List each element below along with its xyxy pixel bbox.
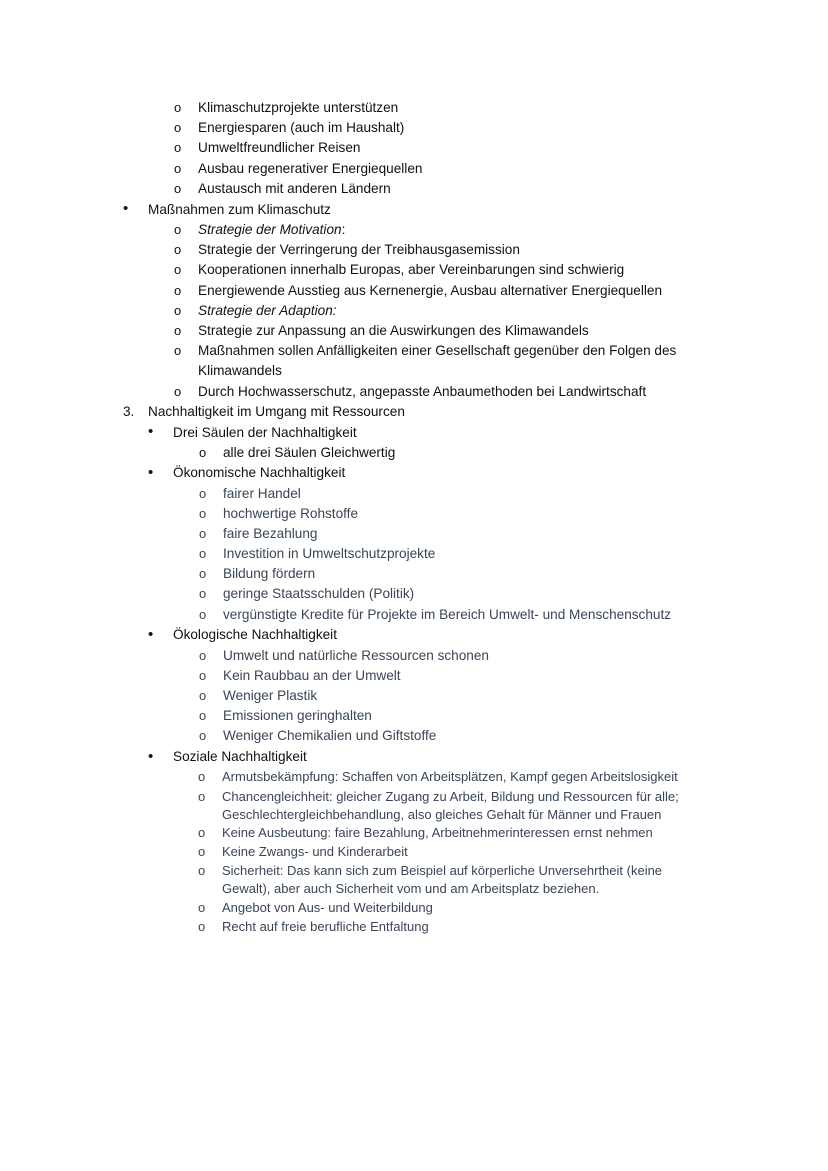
list-item: fairer Handel xyxy=(223,486,301,501)
circle-bullet: o xyxy=(198,825,206,840)
italic-text: Strategie der Motivation xyxy=(198,222,342,237)
circle-bullet: o xyxy=(198,844,206,859)
section-number: 3. xyxy=(123,404,135,419)
list-item: vergünstigte Kredite für Projekte im Bereich Umwelt- und Menschenschutz xyxy=(223,607,672,622)
list-item: Ausbau regenerativer Energiequellen xyxy=(198,161,423,176)
list-heading: Ökonomische Nachhaltigkeit xyxy=(173,465,346,480)
bullet-dot: • xyxy=(123,200,129,217)
circle-bullet: o xyxy=(199,586,207,601)
circle-bullet: o xyxy=(174,303,182,318)
circle-bullet: o xyxy=(174,161,182,176)
circle-bullet: o xyxy=(199,445,207,460)
text-suffix: : xyxy=(341,222,346,237)
list-item: Kooperationen innerhalb Europas, aber Vereinbarungen sind schwierig xyxy=(198,262,625,277)
circle-bullet: o xyxy=(198,919,206,934)
list-item: Sicherheit: Das kann sich zum Beispiel auf körperliche Unversehrtheit (keine xyxy=(222,863,663,878)
circle-bullet: o xyxy=(199,526,207,541)
bullet-dot: • xyxy=(148,748,154,765)
circle-bullet: o xyxy=(174,343,182,358)
list-item-continuation: Klimawandels xyxy=(198,363,282,378)
list-item: Emissionen geringhalten xyxy=(223,708,372,723)
circle-bullet: o xyxy=(199,566,207,581)
list-item: geringe Staatsschulden (Politik) xyxy=(223,586,415,601)
circle-bullet: o xyxy=(199,648,207,663)
list-item: Energiesparen (auch im Haushalt) xyxy=(198,120,405,135)
circle-bullet: o xyxy=(174,242,182,257)
circle-bullet: o xyxy=(174,222,182,237)
list-item: Bildung fördern xyxy=(223,566,316,581)
list-heading: Maßnahmen zum Klimaschutz xyxy=(148,202,331,217)
list-item-continuation: Gewalt), aber auch Sicherheit vom und am Arbeitsplatz beziehen. xyxy=(222,881,600,896)
list-item xyxy=(198,220,345,240)
list-item: Keine Zwangs- und Kinderarbeit xyxy=(222,844,408,859)
list-item: Umwelt und natürliche Ressourcen schonen xyxy=(223,648,489,663)
circle-bullet: o xyxy=(199,668,207,683)
bullet-dot: • xyxy=(148,464,154,481)
circle-bullet: o xyxy=(198,769,206,784)
circle-bullet: o xyxy=(174,140,182,155)
bullet-dot: • xyxy=(148,423,154,440)
list-item: Strategie der Adaption: xyxy=(198,303,337,318)
list-item: Recht auf freie berufliche Entfaltung xyxy=(222,919,429,934)
list-item: Energiewende Ausstieg aus Kernenergie, Ausbau alternativer Energiequellen xyxy=(198,283,663,298)
circle-bullet: o xyxy=(199,708,207,723)
list-item: Klimaschutzprojekte unterstützen xyxy=(198,100,399,115)
circle-bullet: o xyxy=(174,181,182,196)
list-item: Chancengleichheit: gleicher Zugang zu Arbeit, Bildung und Ressourcen für alle; xyxy=(222,789,679,804)
list-item: Angebot von Aus- und Weiterbildung xyxy=(222,900,433,915)
list-item: hochwertige Rohstoffe xyxy=(223,506,359,521)
list-item: Austausch mit anderen Ländern xyxy=(198,181,391,196)
list-item: Durch Hochwasserschutz, angepasste Anbaumethoden bei Landwirtschaft xyxy=(198,384,647,399)
list-heading: Soziale Nachhaltigkeit xyxy=(173,749,307,764)
circle-bullet: o xyxy=(199,486,207,501)
list-item: alle drei Säulen Gleichwertig xyxy=(223,445,396,460)
list-item: Maßnahmen sollen Anfälligkeiten einer Gesellschaft gegenüber den Folgen des xyxy=(198,343,677,358)
list-item: Kein Raubbau an der Umwelt xyxy=(223,668,401,683)
circle-bullet: o xyxy=(174,100,182,115)
circle-bullet: o xyxy=(198,863,206,878)
circle-bullet: o xyxy=(199,546,207,561)
list-item: Umweltfreundlicher Reisen xyxy=(198,140,361,155)
list-item: Armutsbekämpfung: Schaffen von Arbeitsplätzen, Kampf gegen Arbeitslosigkeit xyxy=(222,769,678,784)
circle-bullet: o xyxy=(174,283,182,298)
circle-bullet: o xyxy=(199,607,207,622)
circle-bullet: o xyxy=(174,120,182,135)
list-item: Investition in Umweltschutzprojekte xyxy=(223,546,436,561)
circle-bullet: o xyxy=(198,900,206,915)
list-item: Strategie der Verringerung der Treibhausgasemission xyxy=(198,242,520,257)
circle-bullet: o xyxy=(198,789,206,804)
list-heading: Ökologische Nachhaltigkeit xyxy=(173,627,337,642)
circle-bullet: o xyxy=(199,728,207,743)
list-item: Keine Ausbeutung: faire Bezahlung, Arbeitnehmerinteressen ernst nehmen xyxy=(222,825,653,840)
circle-bullet: o xyxy=(199,688,207,703)
list-item: Weniger Chemikalien und Giftstoffe xyxy=(223,728,437,743)
circle-bullet: o xyxy=(199,506,207,521)
section-heading: Nachhaltigkeit im Umgang mit Ressourcen xyxy=(148,404,405,419)
bullet-dot: • xyxy=(148,626,154,643)
list-item-continuation: Geschlechtergleichbehandlung, also gleiches Gehalt für Männer und Frauen xyxy=(222,807,662,822)
list-item: Weniger Plastik xyxy=(223,688,318,703)
circle-bullet: o xyxy=(174,323,182,338)
circle-bullet: o xyxy=(174,262,182,277)
list-item: Strategie zur Anpassung an die Auswirkungen des Klimawandels xyxy=(198,323,589,338)
list-heading: Drei Säulen der Nachhaltigkeit xyxy=(173,425,357,440)
circle-bullet: o xyxy=(174,384,182,399)
list-item: faire Bezahlung xyxy=(223,526,318,541)
